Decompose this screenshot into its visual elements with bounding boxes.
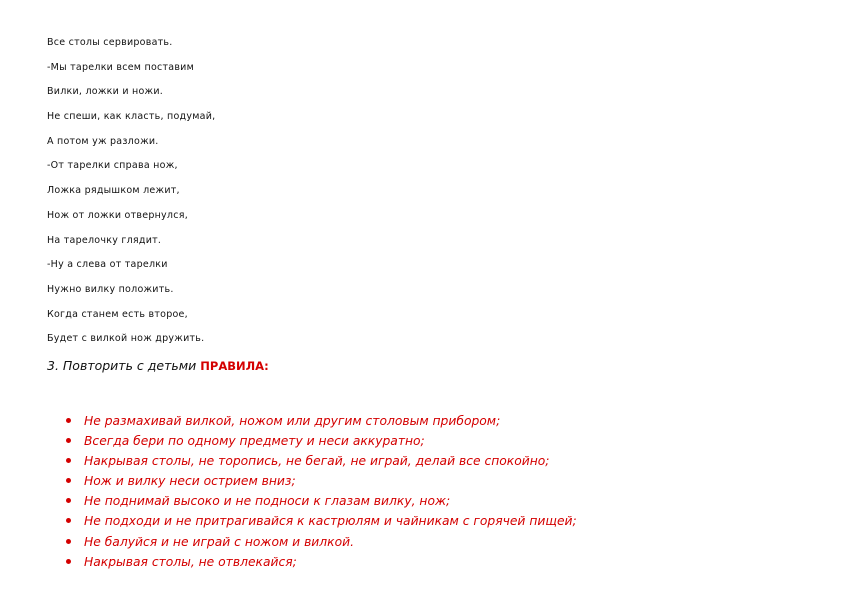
rule-text: Накрывая столы, не торопись, не бегай, не играй, делай все спокойно; bbox=[84, 454, 550, 469]
poem-line: -Ну а слева от тарелки bbox=[47, 259, 168, 271]
rule-item bbox=[66, 454, 577, 474]
bullet-icon bbox=[66, 559, 71, 564]
poem-line: Ложка рядышком лежит, bbox=[47, 185, 180, 197]
rule-text: Нож и вилку неси острием вниз; bbox=[84, 474, 296, 489]
section-heading bbox=[47, 358, 269, 373]
bullet-icon bbox=[66, 458, 71, 463]
rule-item bbox=[66, 434, 577, 454]
bullet-icon bbox=[66, 418, 71, 423]
bullet-icon bbox=[66, 518, 71, 523]
rule-text: Не размахивай вилкой, ножом или другим столовым прибором; bbox=[84, 414, 501, 428]
rules-list bbox=[66, 414, 577, 575]
poem-line: -От тарелки справа нож, bbox=[47, 160, 178, 172]
rule-text: Не поднимай высоко и не подноси к глазам вилку, нож; bbox=[84, 494, 451, 509]
poem-line: -Мы тарелки всем поставим bbox=[47, 61, 195, 73]
bullet-icon bbox=[66, 539, 71, 544]
bullet-icon bbox=[66, 438, 71, 443]
poem-line: Нож от ложки отвернулся, bbox=[47, 209, 188, 221]
section-heading-accent: ПРАВИЛА: bbox=[200, 359, 269, 373]
rule-item bbox=[66, 474, 577, 494]
rule-item bbox=[66, 555, 577, 575]
poem-line: Будет с вилкой нож дружить. bbox=[47, 333, 205, 345]
section-heading-text: 3. Повторить с детьми bbox=[47, 358, 201, 373]
poem-line: На тарелочку глядит. bbox=[47, 234, 162, 246]
poem-line: Когда станем есть второе, bbox=[47, 308, 188, 320]
rule-item bbox=[66, 535, 577, 555]
poem-line: А потом уж разложи. bbox=[47, 135, 159, 147]
poem-line: Все столы сервировать. bbox=[47, 37, 173, 48]
poem bbox=[47, 37, 215, 358]
rule-text: Не подходи и не притрагивайся к кастрюлям и чайникам с горячей пищей; bbox=[84, 514, 577, 529]
rule-item bbox=[66, 494, 577, 514]
rule-item bbox=[66, 414, 577, 434]
poem-line: Нужно вилку положить. bbox=[47, 283, 174, 295]
rule-item bbox=[66, 514, 577, 534]
rule-text: Не балуйся и не играй с ножом и вилкой. bbox=[84, 534, 355, 549]
poem-line: Не спеши, как класть, подумай, bbox=[47, 111, 216, 123]
rule-text: Всегда бери по одному предмету и неси аккуратно; bbox=[84, 434, 425, 449]
bullet-icon bbox=[66, 498, 71, 503]
rule-text: Накрывая столы, не отвлекайся; bbox=[84, 554, 297, 569]
poem-line: Вилки, ложки и ножи. bbox=[47, 86, 164, 98]
bullet-icon bbox=[66, 478, 71, 483]
